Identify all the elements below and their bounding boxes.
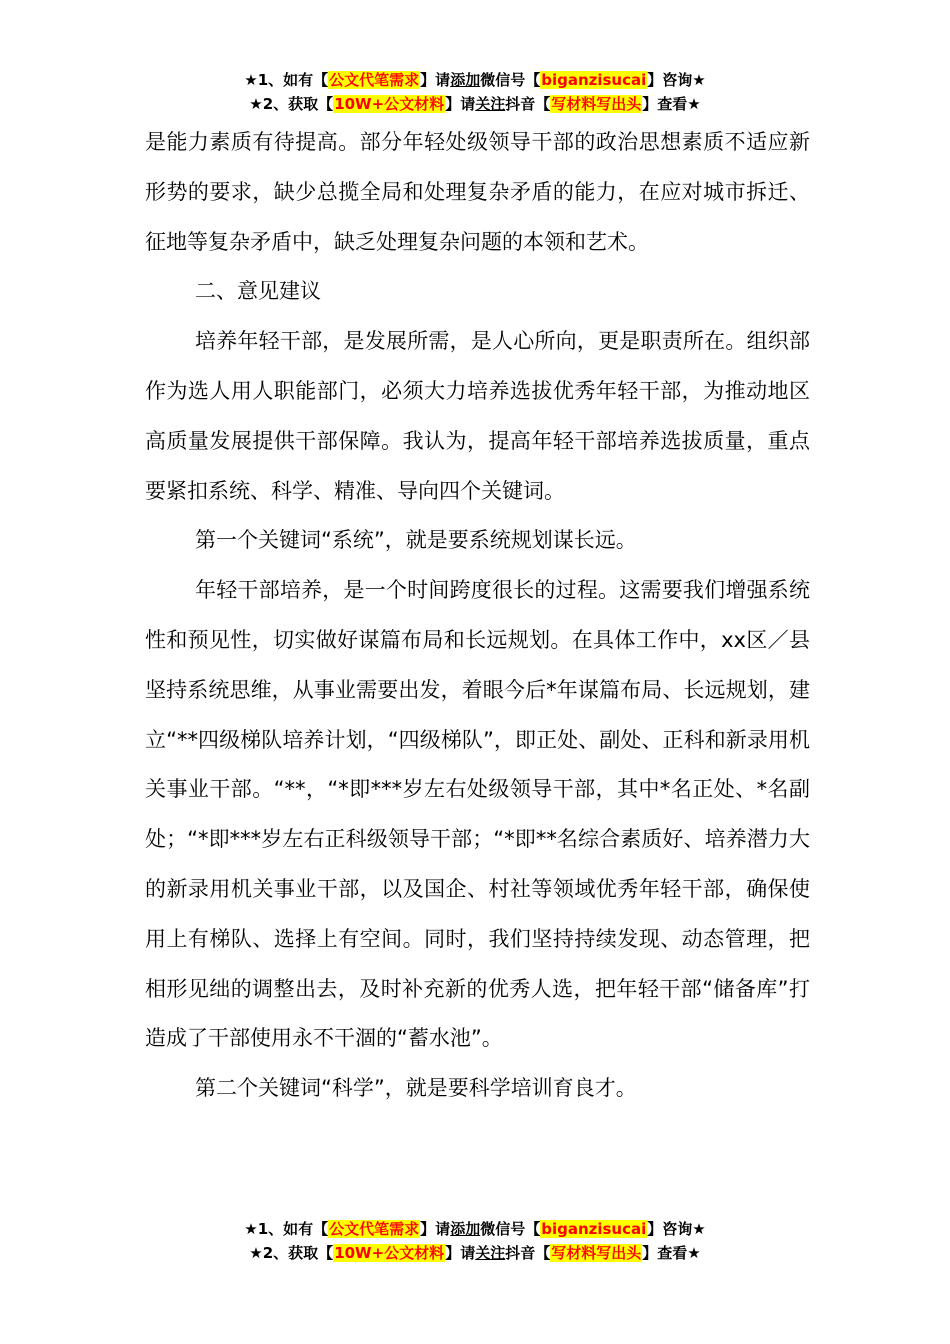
douyin-id-highlight: 写材料写出头	[551, 95, 642, 113]
banner-line-2	[0, 1241, 950, 1265]
highlight-text: 10W+公文材料	[334, 1244, 445, 1262]
banner-text: 】查看★	[642, 1244, 701, 1262]
banner-line-2	[0, 92, 950, 116]
banner-text: 2、获取【	[262, 1244, 334, 1262]
banner-text: 】请	[420, 71, 451, 89]
underlined-text: 关注	[475, 1244, 506, 1262]
banner-text: 】咨询★	[647, 1220, 706, 1238]
highlight-text: 公文代笔需求	[329, 1220, 420, 1238]
top-banner	[0, 68, 950, 116]
bottom-banner	[0, 1217, 950, 1265]
wechat-id-highlight: biganzisucai	[541, 71, 647, 89]
highlight-text: 10W+公文材料	[334, 95, 445, 113]
paragraph: 年轻干部培养，是一个时间跨度很长的过程。这需要我们增强系统性和预见性，切实做好谋篇布局和长远规划。在具体工作中，xx区／县坚持系统思维，从事业需要出发，着眼今后*年谋篇布局、长远规划，建立“**四级梯队培养计划，“四级梯队”，即正处、副处、正科和新录用机关事业干部。“**，“*即***岁左右处级领导干部，其中*名正处、*名副处；“*即***岁左右正科级领导干部；“*即**名综合素质好、培养潜力大的新录用机关事业干部，以及国企、村社等领域优秀年轻干部，确保使用上有梯队、选择上有空间。同时，我们坚持持续发现、动态管理，把相形见绌的调整出去，及时补充新的优秀人选，把年轻干部“储备库”打造成了干部使用永不干涸的“蓄水池”。	[145, 578, 810, 1051]
banner-text: 】请	[420, 1220, 451, 1238]
banner-text: 微信号【	[480, 71, 541, 89]
banner-text: 】查看★	[642, 95, 701, 113]
highlight-text: 公文代笔需求	[329, 71, 420, 89]
banner-line-1	[0, 68, 950, 92]
star-icon: ★	[249, 95, 263, 113]
banner-text: 抖音【	[505, 1244, 551, 1262]
banner-text: 1、如有【	[257, 71, 329, 89]
banner-text: 微信号【	[480, 1220, 541, 1238]
banner-text: 】咨询★	[647, 71, 706, 89]
underlined-text: 添加	[450, 1220, 481, 1238]
paragraph: 第二个关键词“科学”，就是要科学培训育良才。	[195, 1076, 637, 1101]
paragraph: 是能力素质有待提高。部分年轻处级领导干部的政治思想素质不适应新形势的要求，缺少总揽全局和处理复杂矛盾的能力，在应对城市拆迁、征地等复杂矛盾中，缺乏处理复杂问题的本领和艺术。	[145, 130, 810, 254]
underlined-text: 关注	[475, 95, 506, 113]
underlined-text: 添加	[450, 71, 481, 89]
wechat-id-highlight: biganzisucai	[541, 1220, 647, 1238]
star-icon: ★	[244, 1220, 258, 1238]
douyin-id-highlight: 写材料写出头	[551, 1244, 642, 1262]
banner-text: 抖音【	[505, 95, 551, 113]
section-heading: 二、意见建议	[195, 279, 321, 304]
paragraph: 培养年轻干部，是发展所需，是人心所向，更是职责所在。组织部作为选人用人职能部门，必须大力培养选拔优秀年轻干部，为推动地区高质量发展提供干部保障。我认为，提高年轻干部培养选拔质量，重点要紧扣系统、科学、精准、导向四个关键词。	[145, 329, 810, 503]
banner-line-1	[0, 1217, 950, 1241]
banner-text: 】请	[445, 1244, 476, 1262]
banner-text: 2、获取【	[262, 95, 334, 113]
document-body	[145, 118, 810, 1114]
banner-text: 】请	[445, 95, 476, 113]
paragraph: 第一个关键词“系统”，就是要系统规划谋长远。	[195, 528, 637, 553]
star-icon: ★	[249, 1244, 263, 1262]
banner-text: 1、如有【	[257, 1220, 329, 1238]
star-icon: ★	[244, 71, 258, 89]
